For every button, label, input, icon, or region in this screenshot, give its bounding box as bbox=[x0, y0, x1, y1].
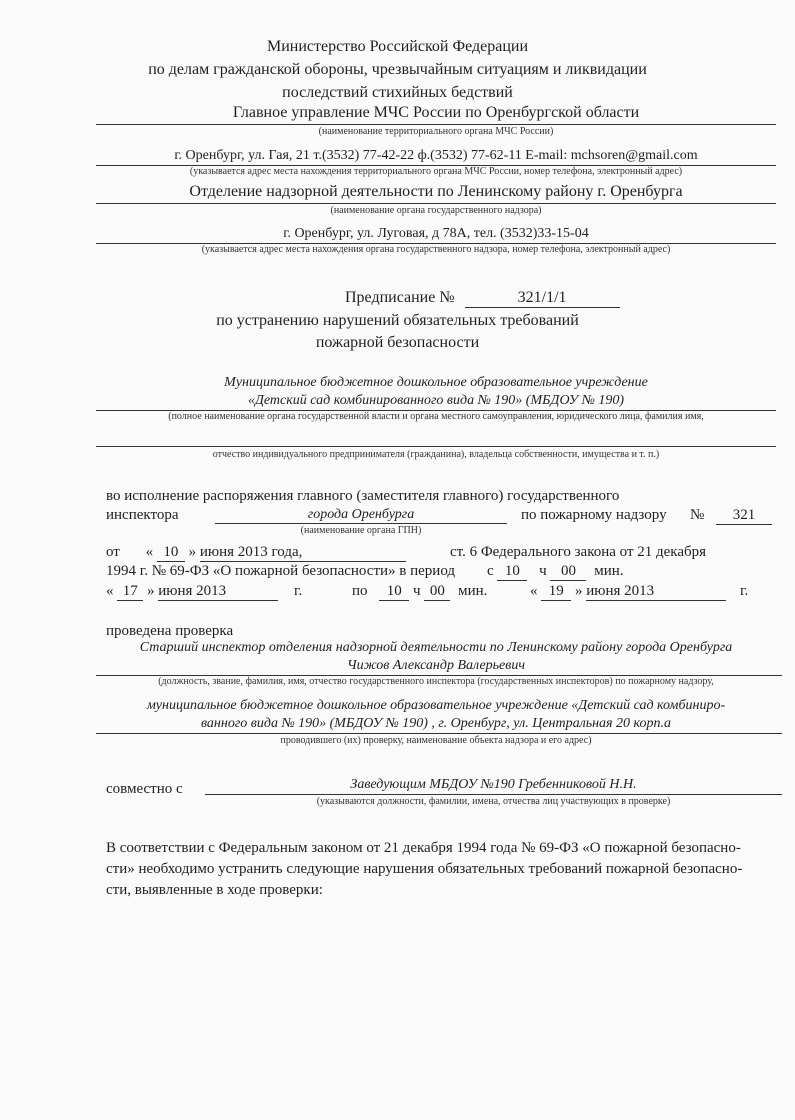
document-title bbox=[345, 289, 620, 308]
main-directorate: Главное управление МЧС России по Оренбургской области bbox=[232, 104, 640, 121]
department-address: г. Оренбург, ул. Луговая, д 78А, тел. (3532)33-15-04 bbox=[283, 226, 589, 241]
object-line-1: муниципальное бюджетное дошкольное образовательное учреждение «Детский сад комбиниро- bbox=[146, 698, 726, 713]
law-text: ст. 6 Федерального закона от 21 декабря bbox=[450, 544, 707, 560]
closing-line-3: сти, выявленные в ходе проверки: bbox=[106, 882, 323, 898]
inspector-line-2: Чижов Александр Валерьевич bbox=[346, 658, 526, 673]
inspector-label: инспектора bbox=[106, 507, 179, 523]
object-line-2: ванного вида № 190» (МБДОУ № 190) , г. Оренбург, ул. Центральная 20 корп.а bbox=[200, 716, 672, 731]
start-date-month: июня 2013 bbox=[158, 583, 278, 601]
address: г. Оренбург, ул. Гая, 21 т.(3532) 77-42-22 ф.(3532) 77-62-11 E-mail: mchsoren@gmail.com bbox=[174, 148, 698, 163]
object-caption: проводившего (их) проверку, наименование объекта надзора и его адрес) bbox=[280, 735, 592, 746]
jointly-label: совместно с bbox=[106, 781, 183, 797]
inspector-caption: (должность, звание, фамилия, имя, отчество государственного инспектора (государственных инспекторов) по пожарному надзору, bbox=[158, 676, 714, 687]
law-text-2: 1994 г. № 69-ФЗ «О пожарной безопасности» в период bbox=[106, 563, 456, 579]
ministry-line-1: Министерство Российской Федерации bbox=[266, 38, 529, 55]
closing-line-2: сти» необходимо устранить следующие нарушения обязательных требований пожарной безопасно- bbox=[106, 861, 743, 877]
title-line-2: по устранению нарушений обязательных требований bbox=[216, 312, 579, 329]
from-label: от bbox=[106, 544, 120, 560]
period-start-time: с 10 ч 00 мин. bbox=[487, 563, 624, 579]
recipient-caption-1: (полное наименование органа государственной власти и органа местного самоуправления, юридического лица, фамилия имя, bbox=[168, 411, 704, 422]
jointly-value: Заведующим МБДОУ №190 Гребенниковой Н.Н. bbox=[350, 777, 637, 792]
title-prefix: Предписание № bbox=[345, 289, 455, 306]
department: Отделение надзорной деятельности по Ленинскому району г. Оренбурга bbox=[189, 183, 683, 200]
start-date-day: 17 bbox=[117, 583, 143, 601]
start-hour: 10 bbox=[497, 563, 527, 581]
start-minute: 00 bbox=[550, 563, 586, 581]
department-caption: (наименование органа государственного надзора) bbox=[330, 205, 542, 216]
prescription-number: 321/1/1 bbox=[465, 289, 620, 308]
title-line-3: пожарной безопасности bbox=[315, 334, 480, 351]
end-date-month: июня 2013 bbox=[586, 583, 726, 601]
order-city-caption: (наименование органа ГПН) bbox=[300, 525, 422, 536]
recipient-line-2: «Детский сад комбинированного вида № 190» (МБДОУ № 190) bbox=[247, 393, 625, 408]
ministry-line-2: по делам гражданской обороны, чрезвычайным ситуациям и ликвидации bbox=[148, 61, 647, 78]
order-day: 10 bbox=[157, 544, 185, 562]
recipient-line-1: Муниципальное бюджетное дошкольное образовательное учреждение bbox=[224, 375, 648, 390]
closing-line-1: В соответствии с Федеральным законом от 21 декабря 1994 года № 69-ФЗ «О пожарной безопасно- bbox=[106, 840, 741, 856]
supervision-label: по пожарному надзору bbox=[521, 507, 667, 523]
end-hour: 10 bbox=[379, 583, 409, 601]
main-directorate-caption: (наименование территориального органа МЧС России) bbox=[318, 126, 554, 137]
jointly-caption: (указываются должности, фамилии, имена, отчества лиц участвующих в проверке) bbox=[316, 796, 671, 807]
department-address-caption: (указывается адрес места нахождения органа государственного надзора, номер телефона, электронный адрес) bbox=[201, 244, 671, 255]
address-caption: (указывается адрес места нахождения территориального органа МЧС России, номер телефона, электронный адрес) bbox=[189, 166, 683, 177]
period-end-date: « 19 » июня 2013 г. bbox=[530, 583, 749, 599]
end-date-day: 19 bbox=[541, 583, 571, 601]
order-month-year: июня 2013 года, bbox=[200, 544, 406, 562]
order-number: 321 bbox=[716, 507, 772, 525]
number-sign: № bbox=[690, 507, 705, 523]
order-date-line: от « 10 » июня 2013 года, bbox=[106, 544, 406, 562]
inspection-label: проведена проверка bbox=[106, 623, 234, 639]
period-end-time: по 10 ч 00 мин. bbox=[352, 583, 488, 599]
end-minute: 00 bbox=[424, 583, 450, 601]
ministry-line-3: последствий стихийных бедствий bbox=[282, 84, 513, 101]
inspector-line-1: Старший инспектор отделения надзорной деятельности по Ленинскому району города Оренбурга bbox=[139, 640, 733, 655]
period-start-date: « 17 » июня 2013 г. bbox=[106, 583, 303, 599]
recipient-caption-2: отчество индивидуального предпринимателя (гражданина), владельца собственности, имущества и т. п.) bbox=[212, 449, 660, 460]
order-city: города Оренбурга bbox=[215, 507, 507, 524]
order-line-1: во исполнение распоряжения главного (заместителя главного) государственного bbox=[106, 488, 620, 504]
